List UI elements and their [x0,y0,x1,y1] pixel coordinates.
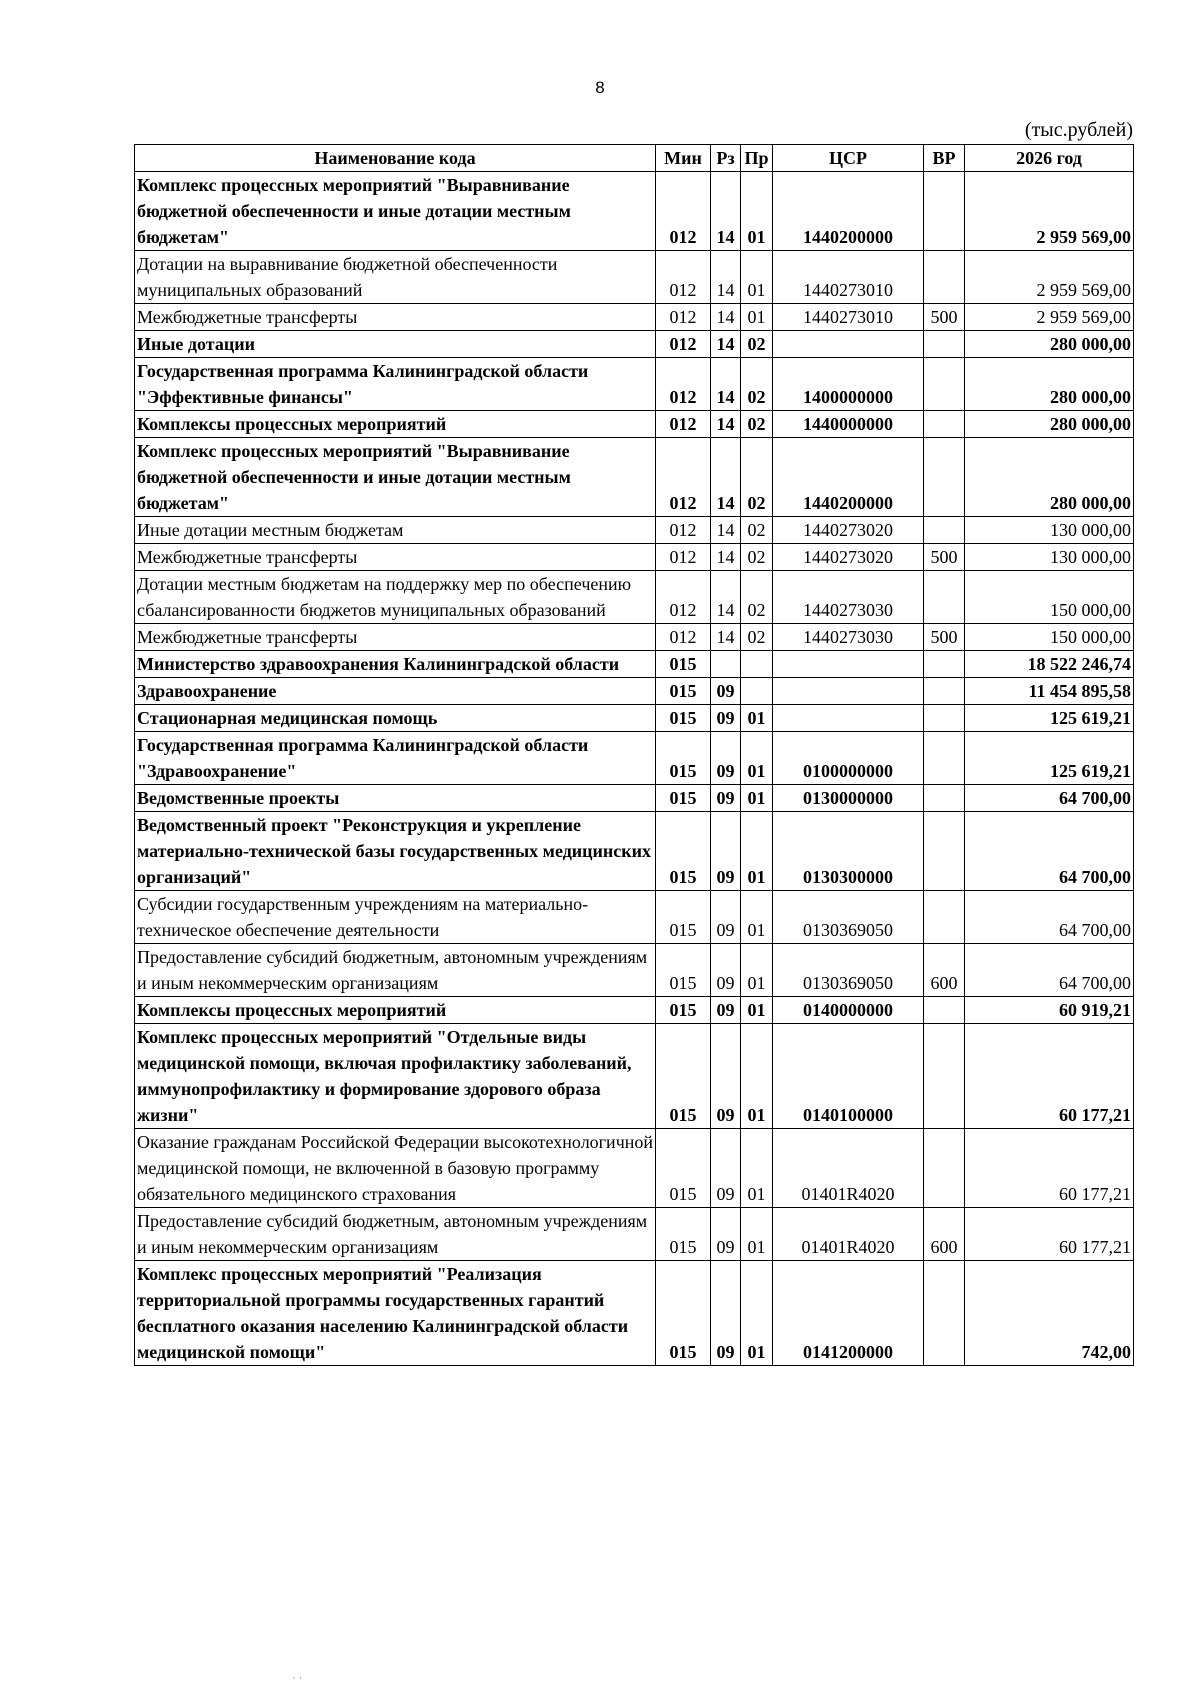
table-row [135,705,1134,732]
cell-vr [924,705,965,732]
column-header-name: Наименование кода [135,145,656,172]
cell-amount: 60 177,21 [965,1024,1134,1129]
cell-name: Министерство здравоохранения Калининградской области [135,651,656,678]
cell-name: Ведомственный проект "Реконструкция и укрепление материально-технической базы государственных медицинских организаций" [135,812,656,891]
cell-vr [924,571,965,624]
table-row [135,1261,1134,1366]
cell-vr [924,785,965,812]
cell-rz: 14 [711,544,741,571]
cell-rz: 09 [711,705,741,732]
cell-rz: 09 [711,1129,741,1208]
cell-min: 012 [656,304,711,331]
cell-min: 015 [656,1129,711,1208]
table-row [135,358,1134,411]
table-row [135,997,1134,1024]
cell-vr [924,997,965,1024]
cell-csr: 1440273030 [773,571,924,624]
cell-csr: 0140100000 [773,1024,924,1129]
table-row [135,331,1134,358]
cell-rz: 14 [711,411,741,438]
cell-min: 015 [656,785,711,812]
cell-amount: 742,00 [965,1261,1134,1366]
cell-amount: 280 000,00 [965,358,1134,411]
cell-pr: 02 [741,411,773,438]
cell-name: Комплексы процессных мероприятий [135,997,656,1024]
cell-csr [773,678,924,705]
cell-csr: 1400000000 [773,358,924,411]
cell-min: 015 [656,732,711,785]
cell-rz [711,651,741,678]
cell-csr: 0140000000 [773,997,924,1024]
page-number: 8 [595,78,605,97]
table-row [135,891,1134,944]
cell-min: 012 [656,517,711,544]
cell-pr: 01 [741,1129,773,1208]
cell-name: Дотации местным бюджетам на поддержку мер по обеспечению сбалансированности бюджетов муниципальных образований [135,571,656,624]
table-row [135,411,1134,438]
cell-vr [924,891,965,944]
cell-name: Комплексы процессных мероприятий [135,411,656,438]
cell-rz: 14 [711,517,741,544]
cell-name: Иные дотации местным бюджетам [135,517,656,544]
cell-name: Иные дотации [135,331,656,358]
cell-csr: 0100000000 [773,732,924,785]
cell-pr: 01 [741,705,773,732]
column-header-rz: Рз [711,145,741,172]
cell-name: Комплекс процессных мероприятий "Отдельные виды медицинской помощи, включая профилактику заболеваний, иммунопрофилактику и формирование здорового образа жизни" [135,1024,656,1129]
cell-vr [924,172,965,251]
cell-amount: 125 619,21 [965,705,1134,732]
cell-rz: 14 [711,624,741,651]
cell-rz: 09 [711,1208,741,1261]
cell-pr [741,651,773,678]
cell-pr: 01 [741,304,773,331]
cell-vr: 500 [924,624,965,651]
cell-name: Субсидии государственным учреждениям на материально-техническое обеспечение деятельности [135,891,656,944]
cell-pr: 01 [741,891,773,944]
cell-rz: 14 [711,304,741,331]
cell-amount: 125 619,21 [965,732,1134,785]
cell-vr: 600 [924,1208,965,1261]
cell-pr: 01 [741,1024,773,1129]
cell-pr: 02 [741,624,773,651]
cell-amount: 2 959 569,00 [965,172,1134,251]
table-row [135,651,1134,678]
cell-min: 015 [656,651,711,678]
cell-name: Предоставление субсидий бюджетным, автономным учреждениям и иным некоммерческим организациям [135,1208,656,1261]
cell-vr: 500 [924,304,965,331]
table-row [135,812,1134,891]
cell-amount: 18 522 246,74 [965,651,1134,678]
table-row [135,517,1134,544]
cell-csr: 1440273030 [773,624,924,651]
cell-min: 012 [656,438,711,517]
cell-min: 012 [656,624,711,651]
cell-amount: 280 000,00 [965,411,1134,438]
cell-rz: 14 [711,358,741,411]
cell-name: Комплекс процессных мероприятий "Выравнивание бюджетной обеспеченности и иные дотации местным бюджетам" [135,172,656,251]
table-row [135,251,1134,304]
cell-min: 015 [656,944,711,997]
cell-rz: 14 [711,331,741,358]
cell-min: 012 [656,358,711,411]
cell-amount: 64 700,00 [965,812,1134,891]
cell-pr: 02 [741,331,773,358]
cell-rz: 09 [711,1261,741,1366]
cell-pr: 01 [741,732,773,785]
cell-amount: 60 177,21 [965,1129,1134,1208]
cell-csr: 0141200000 [773,1261,924,1366]
cell-min: 015 [656,891,711,944]
cell-pr: 01 [741,812,773,891]
cell-vr [924,358,965,411]
cell-name: Государственная программа Калининградской области "Здравоохранение" [135,732,656,785]
cell-pr: 02 [741,438,773,517]
table-row [135,732,1134,785]
cell-amount: 2 959 569,00 [965,304,1134,331]
cell-vr [924,331,965,358]
cell-csr [773,651,924,678]
cell-csr: 1440000000 [773,411,924,438]
table-row [135,624,1134,651]
cell-vr [924,678,965,705]
cell-pr: 01 [741,944,773,997]
cell-vr [924,651,965,678]
column-header-vr: ВР [924,145,965,172]
cell-amount: 130 000,00 [965,517,1134,544]
cell-csr: 0130369050 [773,891,924,944]
cell-pr: 02 [741,517,773,544]
cell-vr [924,1129,965,1208]
cell-amount: 150 000,00 [965,624,1134,651]
cell-name: Здравоохранение [135,678,656,705]
table-row [135,1024,1134,1129]
table-row [135,1208,1134,1261]
column-header-min: Мин [656,145,711,172]
cell-amount: 130 000,00 [965,544,1134,571]
cell-name: Межбюджетные трансферты [135,544,656,571]
cell-name: Межбюджетные трансферты [135,624,656,651]
cell-rz: 09 [711,812,741,891]
cell-amount: 60 919,21 [965,997,1134,1024]
cell-amount: 64 700,00 [965,944,1134,997]
table-header-row [135,145,1134,172]
cell-name: Предоставление субсидий бюджетным, автономным учреждениям и иным некоммерческим организациям [135,944,656,997]
table-body [135,172,1134,1366]
cell-min: 012 [656,411,711,438]
cell-min: 015 [656,997,711,1024]
cell-vr [924,251,965,304]
cell-csr: 1440273020 [773,544,924,571]
cell-csr: 1440200000 [773,172,924,251]
cell-rz: 09 [711,785,741,812]
scan-speck: · · [292,1672,303,1684]
cell-pr: 02 [741,571,773,624]
cell-vr [924,732,965,785]
cell-csr: 1440273010 [773,304,924,331]
cell-pr: 02 [741,358,773,411]
cell-rz: 09 [711,678,741,705]
cell-name: Комплекс процессных мероприятий "Реализация территориальной программы государственных гарантий бесплатного оказания населению Калининградской области медицинской помощи" [135,1261,656,1366]
cell-min: 012 [656,544,711,571]
cell-min: 015 [656,1024,711,1129]
table-row [135,304,1134,331]
cell-csr: 0130000000 [773,785,924,812]
table-row [135,678,1134,705]
cell-rz: 14 [711,172,741,251]
budget-table [134,144,1134,1366]
cell-rz: 14 [711,571,741,624]
table-row [135,544,1134,571]
table-row [135,1129,1134,1208]
cell-pr: 02 [741,544,773,571]
column-header-pr: Пр [741,145,773,172]
cell-csr: 0130369050 [773,944,924,997]
cell-min: 015 [656,1261,711,1366]
table-row [135,571,1134,624]
cell-csr: 01401R4020 [773,1208,924,1261]
cell-csr: 01401R4020 [773,1129,924,1208]
cell-pr: 01 [741,1208,773,1261]
cell-amount: 150 000,00 [965,571,1134,624]
cell-amount: 64 700,00 [965,891,1134,944]
cell-pr: 01 [741,785,773,812]
cell-pr: 01 [741,997,773,1024]
cell-name: Комплекс процессных мероприятий "Выравнивание бюджетной обеспеченности и иные дотации местным бюджетам" [135,438,656,517]
cell-vr [924,1024,965,1129]
cell-vr [924,1261,965,1366]
cell-vr [924,517,965,544]
cell-name: Оказание гражданам Российской Федерации высокотехнологичной медицинской помощи, не включенной в базовую программу обязательного медицинского страхования [135,1129,656,1208]
column-header-csr: ЦСР [773,145,924,172]
cell-amount: 64 700,00 [965,785,1134,812]
cell-csr: 1440273020 [773,517,924,544]
cell-min: 012 [656,571,711,624]
table-row [135,785,1134,812]
table-row [135,944,1134,997]
cell-pr: 01 [741,251,773,304]
cell-pr [741,678,773,705]
cell-name: Ведомственные проекты [135,785,656,812]
units-label: (тыс.рублей) [1024,119,1133,141]
cell-rz: 09 [711,1024,741,1129]
cell-min: 015 [656,705,711,732]
cell-vr [924,438,965,517]
cell-name: Государственная программа Калининградской области "Эффективные финансы" [135,358,656,411]
cell-min: 015 [656,1208,711,1261]
cell-rz: 09 [711,891,741,944]
cell-vr [924,812,965,891]
table-row [135,438,1134,517]
cell-amount: 11 454 895,58 [965,678,1134,705]
cell-name: Стационарная медицинская помощь [135,705,656,732]
cell-min: 015 [656,678,711,705]
cell-rz: 14 [711,251,741,304]
cell-name: Дотации на выравнивание бюджетной обеспеченности муниципальных образований [135,251,656,304]
table-row [135,172,1134,251]
cell-amount: 2 959 569,00 [965,251,1134,304]
cell-rz: 09 [711,997,741,1024]
cell-pr: 01 [741,172,773,251]
cell-csr: 1440200000 [773,438,924,517]
cell-amount: 280 000,00 [965,331,1134,358]
cell-amount: 280 000,00 [965,438,1134,517]
cell-name: Межбюджетные трансферты [135,304,656,331]
column-header-year: 2026 год [965,145,1134,172]
cell-rz: 14 [711,438,741,517]
cell-vr: 600 [924,944,965,997]
cell-amount: 60 177,21 [965,1208,1134,1261]
cell-min: 012 [656,172,711,251]
cell-csr [773,705,924,732]
cell-min: 015 [656,812,711,891]
cell-min: 012 [656,251,711,304]
cell-csr [773,331,924,358]
cell-rz: 09 [711,732,741,785]
cell-min: 012 [656,331,711,358]
cell-csr: 1440273010 [773,251,924,304]
cell-vr: 500 [924,544,965,571]
cell-pr: 01 [741,1261,773,1366]
cell-rz: 09 [711,944,741,997]
cell-vr [924,411,965,438]
cell-csr: 0130300000 [773,812,924,891]
